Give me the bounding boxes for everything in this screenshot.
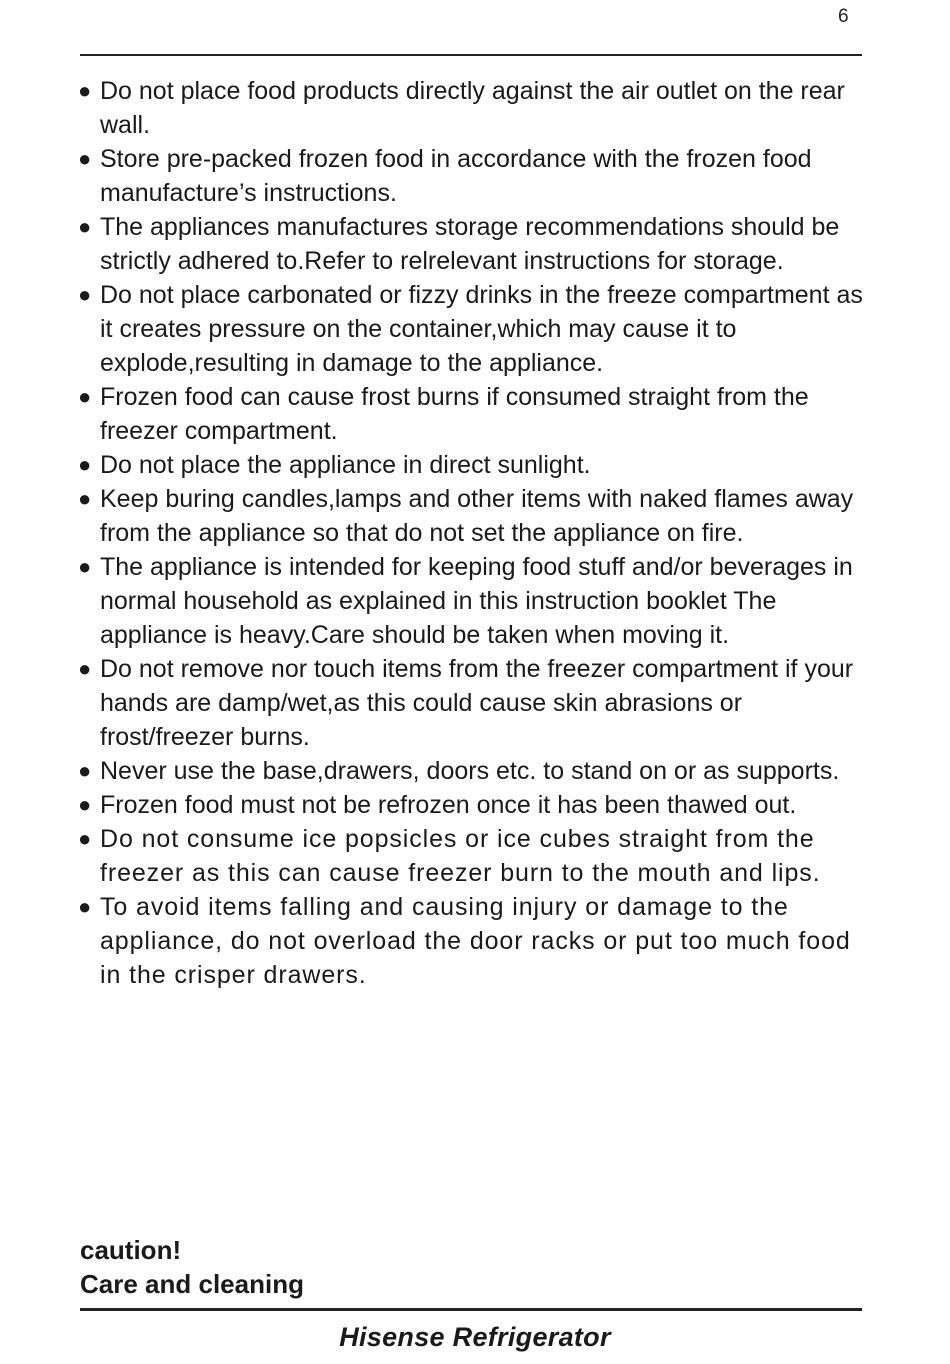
section-title: Care and cleaning [80, 1269, 304, 1299]
bullet-dot-icon: ● [78, 146, 92, 171]
bullet-item [78, 142, 868, 210]
safety-bullet-list [78, 74, 868, 992]
bullet-dot-icon: ● [78, 894, 92, 919]
bullet-item [78, 822, 868, 890]
footer-brand: Hisense Refrigerator [339, 1322, 611, 1352]
bullet-dot-icon: ● [78, 282, 92, 307]
bullet-item [78, 380, 868, 448]
bullet-item [78, 550, 868, 652]
caution-label: caution! [80, 1235, 182, 1265]
bullet-dot-icon: ● [78, 486, 92, 511]
bullet-dot-icon: ● [78, 656, 92, 681]
bullet-item [78, 210, 868, 278]
bullet-dot-icon: ● [78, 452, 92, 477]
bullet-text: To avoid items falling and causing injury or damage to the appliance, do not overload the door racks or put too much food in the crisper drawers. [100, 893, 851, 989]
header-rule [80, 54, 862, 56]
bullet-text: Do not remove nor touch items from the freezer compartment if your hands are damp/wet,as this could cause skin abrasions or frost/freezer burns. [100, 655, 854, 751]
bullet-dot-icon: ● [78, 78, 92, 103]
bullet-text: Do not place food products directly against the air outlet on the rear wall. [100, 77, 845, 139]
bullet-text: The appliance is intended for keeping food stuff and/or beverages in normal household as explained in this instruction booklet The appliance is heavy.Care should be taken when moving it. [100, 553, 853, 649]
bullet-dot-icon: ● [78, 826, 92, 851]
bullet-item [78, 754, 868, 788]
bullet-text: Do not place carbonated or fizzy drinks in the freeze compartment as it creates pressure on the container,which may cause it to explode,resulting in damage to the appliance. [100, 281, 863, 377]
bullet-text: Frozen food can cause frost burns if consumed straight from the freezer compartment. [100, 383, 809, 445]
bullet-item [78, 278, 868, 380]
bullet-item [78, 652, 868, 754]
bullet-dot-icon: ● [78, 792, 92, 817]
bullet-item [78, 482, 868, 550]
bullet-text: Store pre-packed frozen food in accordance with the frozen food manufacture’s instructions. [100, 145, 812, 207]
bullet-item [78, 448, 868, 482]
bullet-text: Keep buring candles,lamps and other items with naked flames away from the appliance so that do not set the appliance on fire. [100, 485, 854, 547]
bullet-item [78, 890, 868, 992]
page-number: 6 [838, 6, 849, 27]
bullet-text: Do not consume ice popsicles or ice cubes straight from the freezer as this can cause freezer burn to the mouth and lips. [100, 825, 821, 887]
bullet-item [78, 788, 868, 822]
bullet-dot-icon: ● [78, 758, 92, 783]
footer-rule [80, 1308, 862, 1311]
bullet-item [78, 74, 868, 142]
bullet-dot-icon: ● [78, 384, 92, 409]
bullet-dot-icon: ● [78, 214, 92, 239]
bullet-text: The appliances manufactures storage recommendations should be strictly adhered to.Refer to relrelevant instructions for storage. [100, 213, 840, 275]
bullet-text: Frozen food must not be refrozen once it has been thawed out. [100, 791, 797, 819]
bullet-text: Never use the base,drawers, doors etc. to stand on or as supports. [100, 757, 840, 785]
bullet-text: Do not place the appliance in direct sunlight. [100, 451, 591, 479]
bullet-dot-icon: ● [78, 554, 92, 579]
